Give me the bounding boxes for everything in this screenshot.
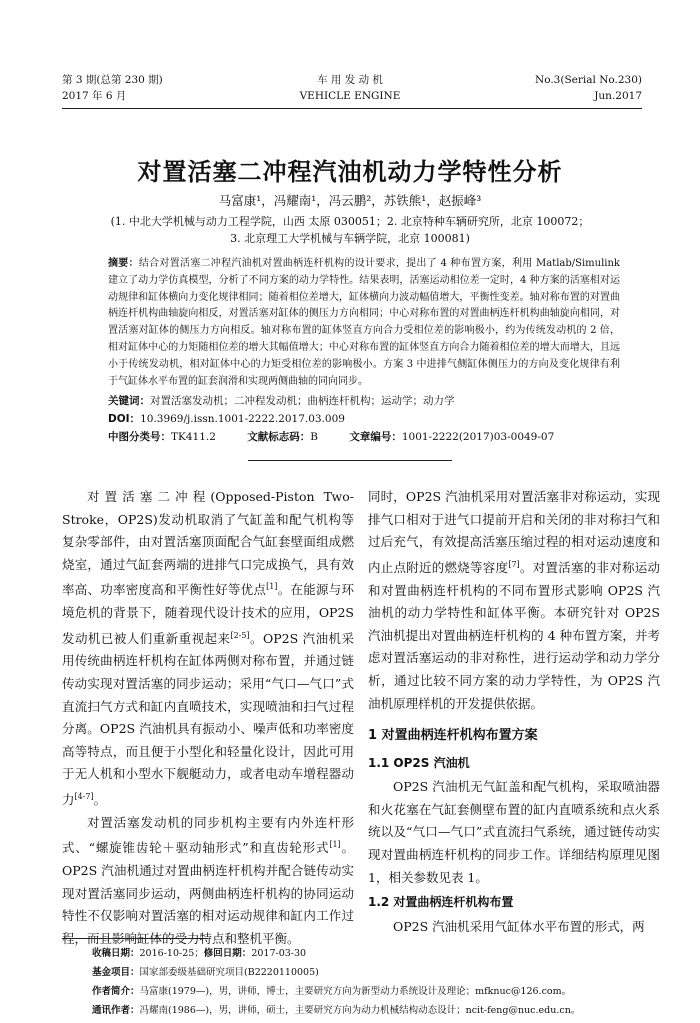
citation: [1] [329,840,341,850]
abstract-end-rule [248,460,452,461]
issue-number-en: No.3(Serial No.230) [535,74,642,86]
journal-name-cn: 车 用 发 动 机 [317,74,383,86]
doi-text: 10.3969/j.issn.1001-2222.2017.03.009 [140,413,345,425]
affiliations [0,213,700,247]
footnote-rule [62,938,208,939]
running-header-left [62,72,163,104]
issue-date: 2017 年 6 月 [62,90,127,102]
keywords-label: 关键词： [108,395,150,407]
paragraph-continued: 同时，OP2S 汽油机采用对置活塞非对称运动，实现排气口相对于进气口提前开启和关闭的非对称扫气和过后充气，有效提高活塞压缩过程的相对运动速度和内止点附近的燃烧等容度[7]。对置活塞的非对称运动和对置曲柄连杆机构的不同布置形式影响 OP2S 汽油机的动力学特性和缸体平衡。本研究针对 OP2S 汽油机提出对置曲柄连杆机构的 4 种布置方案，并考虑对置活塞运动的非对称性，进行运动学和动力学分析，通过比较不同方案的动力学特性，为 OP2S 汽油机原理样机的开发提供依据。 [368,489,660,711]
citation: [1] [266,582,278,592]
abstract [108,256,620,390]
corresponding-author: 通讯作者：冯耀南(1986—)，男，讲师，硕士，主要研究方向为动力机械结构动态设计；ncit-feng@nuc.edu.cn。 [92,1005,581,1016]
doc-code-label: 文献标志码： [247,431,311,443]
clc-label: 中图分类号： [108,431,171,443]
affiliation-line-1: (1. 中北大学机械与动力工程学院，山西 太原 030051；2. 北京特种车辆研究所，北京 100072； [110,215,590,228]
doc-code-value: B [310,431,318,443]
keywords-text: 对置活塞发动机；二冲程发动机；曲柄连杆机构；运动学；动力学 [150,395,455,407]
footnotes [92,944,652,1020]
keywords [108,392,628,410]
issue-date-en: Jun.2017 [594,90,642,102]
body-column-left [62,486,354,951]
issue-number: 第 3 期(总第 230 期) [62,74,163,86]
fund-info: 基金项目：国家部委级基础研究项目(B2220110005) [92,967,319,978]
paragraph: 对置活塞发动机的同步机构主要有内外连杆形式、“螺旋锥齿轮＋驱动轴形式”和直齿轮形式[1]。OP2S 汽油机通过对置曲柄连杆机构并配合链传动实现对置活塞同步运动，两侧曲柄连杆机构的协同运动特性不仅影响对置活塞的相对运动规律和缸内工作过程，而且影响缸体的受力特点和整机平衡。 [62,814,354,946]
citation: [7] [508,559,520,569]
paragraph: 对置活塞二冲程(Opposed-Piston Two-Stroke，OP2S)发动机取消了气缸盖和配气机构等复杂零部件，由对置活塞顶面配合气缸套壁面组成燃烧室，通过气缸套两端的进排气口完成换气，具有效率高、功率密度高和平衡性好等优点[1]。在能源与环境危机的背景下，随着现代设计技术的应用，OP2S 发动机已被人们重新重视起来[2-5]。OP2S 汽油机采用传统曲柄连杆机构在缸体两侧对称布置，并通过链传动实现对置活塞的同步运动；采用“气口—气口”式直流扫气方式和缸内直喷技术，实现喷油和扫气过程分离。OP2S 汽油机具有振动小、噪声低和功率密度高等特点，而且便于小型化和轻量化设计，因此可用于无人机和小型水下舰艇动力，或者电动车增程器动力[4-7]。 [62,489,354,808]
affiliation-line-2: 3. 北京理工大学机械与车辆学院，北京 100081) [230,232,470,245]
doi-label: DOI： [108,413,141,425]
running-header-center [250,72,450,104]
subsection-heading: 1.1 OP2S 汽油机 [368,755,470,770]
paragraph: OP2S 汽油机采用气缸体水平布置的形式，两 [393,918,645,934]
header-rule [62,108,642,109]
journal-name-en: VEHICLE ENGINE [299,90,401,102]
paragraph: OP2S 汽油机无气缸盖和配气机构，采取喷油器和火花塞在气缸套侧壁布置的缸内直喷系统和点火系统以及“气口—气口”式直流扫气系统，通过链传动实现对置曲柄连杆机构的同步工作。详细结构原理见图 1，相关参数见表 1。 [368,779,660,885]
classification-line [108,428,628,446]
body-column-right [368,486,660,938]
received-date: 收稿日期：2016-10-25；修回日期：2017-03-30 [92,948,307,959]
paragraph-split-left: 。OP2S 汽油机通过对置曲柄连杆机构并配合链传动实现对置活塞同步运动，两侧曲柄连杆机构的协同运动特性不仅影响对置活塞的相对运动规律和缸内工作过程，而且影响缸体的受力特点和整机平衡。 [62,840,354,946]
citation: [4-7] [74,792,94,802]
article-no-label: 文章编号： [349,431,402,443]
article-title: 对置活塞二冲程汽油机动力学特性分析 [137,158,563,186]
section-heading: 1 对置曲柄连杆机构布置方案 [368,728,538,744]
citation: [2-5] [230,630,250,640]
running-header-right [535,72,642,104]
clc-value: TK411.2 [171,431,216,443]
abstract-text: 结合对置活塞二冲程汽油机对置曲柄连杆机构的设计要求，提出了 4 种布置方案，利用 Matlab/Simulink 建立了动力学仿真模型，分析了不同方案的动力学特性。结果表明，活塞运动相位差一定时，4 种方案的活塞相对运动规律和缸体横向力变化规律相同；随着相位差增大，缸体横向力波动幅值增大，平衡性变差。轴对称布置的对置曲柄连杆机构曲轴旋向相反，对置活塞对缸体的侧压力方向相同；中心对称布置的对置曲柄连杆机构曲轴旋向相同，对置活塞对缸体的侧压力方向相反。轴对称布置的缸体竖直方向合力受相位差的影响极小，约为传统发动机的 2 倍，相对缸体中心的力矩随相位差的增大其幅值增大；中心对称布置的缸体竖直方向合力随着相位差的增大而增大，且远小于传统发动机，相对缸体中心的力矩受相位差的影响极小。方案 3 中进排气侧缸体侧压力的方向及变化规律有利于气缸体水平布置的缸套润滑和实现两侧曲轴的同向同步。 [108,258,620,387]
abstract-label: 摘要： [108,258,139,269]
author-bio: 作者简介：马富康(1979—)，男，讲师，博士，主要研究方向为新型动力系统设计及理论；mfknuc@126.com。 [92,986,572,997]
subsection-heading: 1.2 对置曲柄连杆机构布置 [368,895,514,910]
author-list: 马富康¹，冯耀南¹，冯云鹏²，苏铁熊¹，赵振峰³ [218,193,482,208]
doi [108,410,628,428]
article-no-value: 1001-2222(2017)03-0049-07 [401,431,555,443]
